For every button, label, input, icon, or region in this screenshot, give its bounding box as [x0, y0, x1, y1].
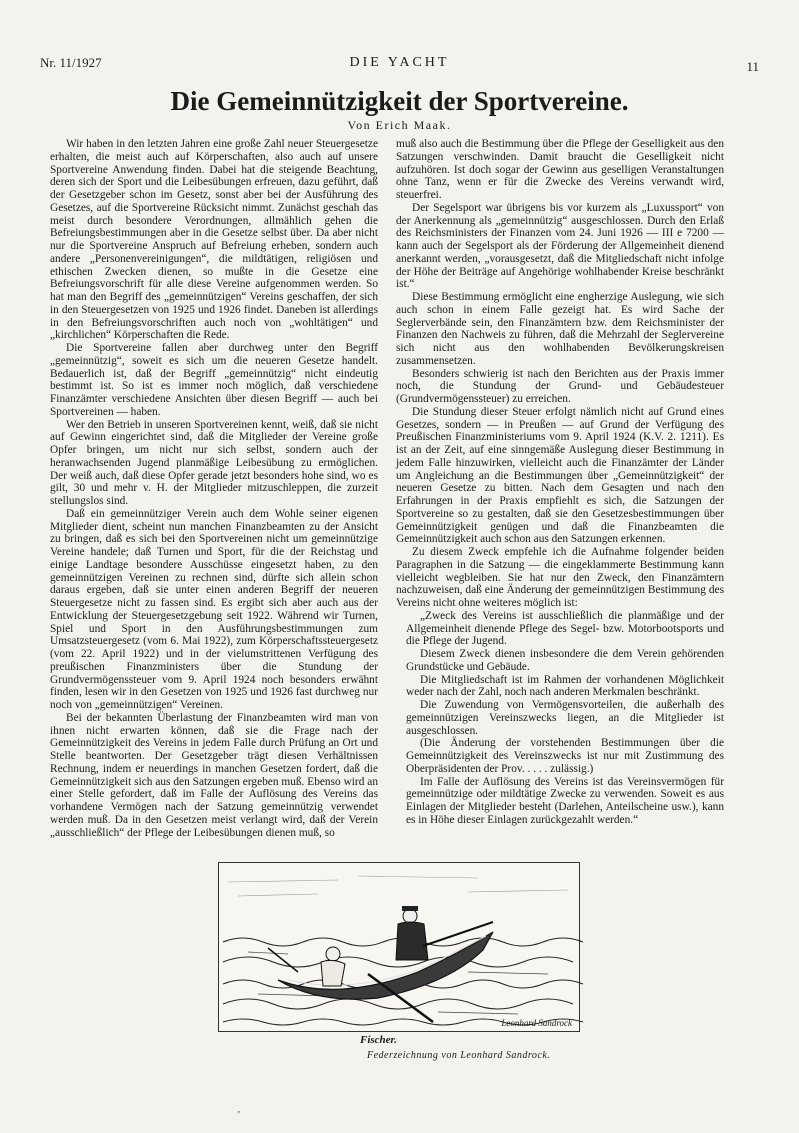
- paragraph: muß also auch die Bestimmung über die Pflege der Geselligkeit aus den Satzungen verschwinden. Damit braucht die Geselligkeit nicht aufzuhören. Ist doch sogar der Gewinn aus geselligen Veranstaltungen ohne Tanz, wenn er für die Zwecke des Vereins verwandt wird, steuerfrei.: [396, 138, 724, 201]
- article-title: Die Gemeinnützigkeit der Sportvereine.: [170, 86, 629, 116]
- magazine-title: DIE YACHT: [349, 55, 450, 70]
- statute-paragraph: Im Falle der Auflösung des Vereins ist das Vereinsvermögen für gemeinnützige oder mildtätige Zwecke zu verwenden. Soweit es aus Einlagen der Mitglieder besteht (Darlehen, Anteilscheine usw.), kann es in Höhe dieser Einlagen zurückgezahlt werden.“: [406, 775, 724, 826]
- issue-number: Nr. 11/1927: [40, 55, 102, 70]
- left-column: [50, 138, 378, 839]
- page-header: [40, 55, 759, 75]
- paragraph: Der Segelsport war übrigens bis vor kurzem als „Luxussport“ von der Anerkennung als „gemeinnützig“ ausgeschlossen. Durch den Erlaß des Reichsministers der Finanzen vom 24. Juni 1926 — III e 7200 — kann auch der Segelsport als der Förderung der Allgemeinheit dienend anerkannt werden, „vorausgesetzt, daß die Mitgliedschaft nicht infolge der Höhe der Beiträge auf Angehörige wohlhabender Kreise beschränkt ist.“: [396, 201, 724, 291]
- paragraph: Bei der bekannten Überlastung der Finanzbeamten wird man von ihnen nicht erwarten können, daß sie die Frage nach der Gemeinnützigkeit des Vereins in jedem Falle durch Prüfung an Ort und Stelle beantworten. Der Gesetzgeber trägt diesen Verhältnissen Rechnung, indem er neuerdings in manchen Gesetzen fordert, daß die Gemeinnützigkeit sich aus den Satzungen ergeben muß. Ebenso wird an einer Stelle gefordert, daß im Falle der Auflösung des Vereins das vorhandene Vermögen nach der Satzung gemeinnützig verwendet werden muß. Da in den Gesetzen meist verlangt wird, daß der Verein „ausschließlich“ der Pflege der Leibesübungen dienen muß, so: [50, 711, 378, 839]
- paragraph: Besonders schwierig ist nach den Berichten aus der Praxis immer noch, die Stundung der Grund- und Gebäudesteuer (Grundvermögenssteuer) zu erreichen.: [396, 367, 724, 405]
- statute-paragraph: Diesem Zweck dienen insbesondere die dem Verein gehörenden Grundstücke und Gebäude.: [406, 648, 724, 673]
- paragraph: Diese Bestimmung ermöglicht eine engherzige Auslegung, wie sich auch schon in einem Falle gezeigt hat. Es wird Sache der Seglerverbände sein, den Finanzämtern bzw. dem Reichsminister der Finanzen den Nachweis zu führen, daß die Mehrzahl der Seglervereine sich nicht aus den wohlhabenden Bevölkerungskreisen zusammensetzen.: [396, 291, 724, 367]
- statute-paragraph: Die Zuwendung von Vermögensvorteilen, die außerhalb des gemeinnützigen Vereinszwecks liegen, an die Mitglieder ist ausgeschlossen.: [406, 699, 724, 737]
- rowboat-drawing: [218, 862, 580, 1032]
- paragraph: Wir haben in den letzten Jahren eine große Zahl neuer Steuergesetze erhalten, die meist auch auf Körperschaften, also auch auf unsere Sportvereine Anwendung finden. Dabei hat die steigende Beachtung, deren sich der Sport und die Leibesübungen erfreuen, dazu geführt, daß der Gesetzgeber schon im Gesetz, sonst aber bei der Ausführung des Gesetzes, auf die Sportvereine Rücksicht nimmt. Zunächst geschah das meist durch besondere Verordnungen, allmählich gehen die Befreiungsbestimmungen aber in die Gesetze selbst über. Da aber nicht nur die Sportvereine Anspruch auf Befreiung erheben, sondern auch andere „Personenvereinigungen“, die mildtätigen, religiösen und ethischen Zwecken dienen, so mußte in die Gesetze eine Befreiungsvorschrift für alle diese Vereine aufgenommen werden. So hat man den Begriff des „gemeinnützigen“ Vereins geschaffen, der sich in den Steuergesetzen von 1925 und 1926 findet. Daneben ist allerdings in den Befreiungsvorschriften auch noch von „wohltätigen“ und „kirchlichen“ Körperschaften die Rede.: [50, 138, 378, 342]
- paragraph: Daß ein gemeinnütziger Verein auch dem Wohle seiner eigenen Mitglieder dient, scheint nun manchen Finanzbeamten zu der Ansicht zu bringen, daß es sich bei den Sportvereinen nicht um gemeinnützige Vereine handele; daß Turnen und Sport, für die der Reichstag und einige Landtage besondere Ausschüsse eingesetzt haben, zu den gemeinnützigen Vereinen zu rechnen sind, dürfte sich allein schon daraus ergeben, daß sie unter einen anderen Begriff der neueren Steuergesetze nicht zu fassen sind. Es ergibt sich aber auch aus der Entwicklung der Steuergesetzgebung seit 1922. Während wir Turnen, Spiel und Sport in den Ausführungsbestimmungen zum Umsatzsteuergesetz (vom 6. Mai 1922), zum Körperschaftssteuergesetz (vom 22. April 1922) und in der vielumstrittenen Verfügung des preußischen Finanzministers über die Stundung der Grundvermögenssteuer vom 9. April 1924 noch besonders erwähnt finden, lesen wir in den Gesetzen von 1925 und 1926 fast durchweg nur noch von „gemeinnützigen“ Vereinen.: [50, 507, 378, 711]
- statute-paragraph: Die Mitgliedschaft ist im Rahmen der vorhandenen Möglichkeit weder nach der Zahl, noch nach anderen Merkmalen beschränkt.: [406, 673, 724, 699]
- right-column: [396, 138, 724, 826]
- paragraph: Wer den Betrieb in unseren Sportvereinen kennt, weiß, daß sie nicht auf Gewinn eingerichtet sind, daß die Mitglieder der Vereine große Opfer bringen, um nicht nur sich selbst, sondern auch der heranwachsenden Jugend planmäßige Leibesübung zu ermöglichen. Der weiß auch, daß diese Opfer gerade jetzt besonders hohe sind, wo es gilt, 30 und mehr v. H. der Mitglieder mitzuschleppen, die zurzeit stellungslos sind.: [50, 418, 378, 507]
- artist-signature: Leonhard Sandrock: [501, 1018, 572, 1028]
- article-byline: Von Erich Maak.: [347, 118, 452, 132]
- page-number: 11: [746, 59, 759, 74]
- fisherman-illustration: [218, 862, 580, 1032]
- paragraph: Die Stundung dieser Steuer erfolgt nämlich nicht auf Grund eines Gesetzes, sondern — in Preußen — auf Grund der Verfügung des Preußischen Finanzministeriums vom 9. April 1924 (K.V. 2. 1211). Es ist an der Zeit, auf eine sinngemäße Auslegung dieser Bestimmung in jedem Falle hinzuwirken, vielleicht auch die Finanzämter der Länder um Angleichung an die Bestimmungen über „Gemeinnützigkeit“ der neueren Gesetze zu bitten. Nach dem Gesagten und nach den Erfahrungen in der Praxis empfiehlt es sich, die Satzungen der Sportvereine so zu gestalten, daß sie den Gesetzesbestimmungen über Gemeinnützigkeit genügen und daß die Finanzbeamten die Gemeinnützigkeit auch schon aus den Satzungen erkennen.: [396, 405, 724, 546]
- statute-paragraph: (Die Änderung der vorstehenden Bestimmungen über die Gemeinnützigkeit des Vereinszwecks ist nur mit Zustimmung des Oberpräsidenten der Prov. . . . . zulässig.): [406, 737, 724, 775]
- figure-credit: Federzeichnung von Leonhard Sandrock.: [367, 1050, 551, 1061]
- figure-caption: Fischer.: [360, 1034, 397, 1046]
- statute-paragraph: „Zweck des Vereins ist ausschließlich die planmäßige und der Allgemeinheit dienende Pflege des Segel- bzw. Motorbootsports und die Pflege der Jugend.: [406, 609, 724, 648]
- paragraph: Zu diesem Zweck empfehle ich die Aufnahme folgender beiden Paragraphen in die Satzung — die eingeklammerte Bestimmung kann vielleicht wegbleiben. Sie hat nur den Zweck, den Finanzämtern nachzuweisen, daß eine Änderung der gemeinnützigen Bestimmung des Vereins nicht ohne weiteres möglich ist:: [396, 546, 724, 609]
- page-mark: ': [238, 1110, 240, 1121]
- paragraph: Die Sportvereine fallen aber durchweg unter den Begriff „gemeinnützig“, soweit es sich um die neueren Gesetze handelt. Bedauerlich ist, daß der Begriff „gemeinnützig“ nicht eindeutig bestimmt ist. So ist es immer noch möglich, daß verschiedene Finanzämter verschiedene Ansichten über diesen Begriff — auch bei Sportvereinen — haben.: [50, 342, 378, 418]
